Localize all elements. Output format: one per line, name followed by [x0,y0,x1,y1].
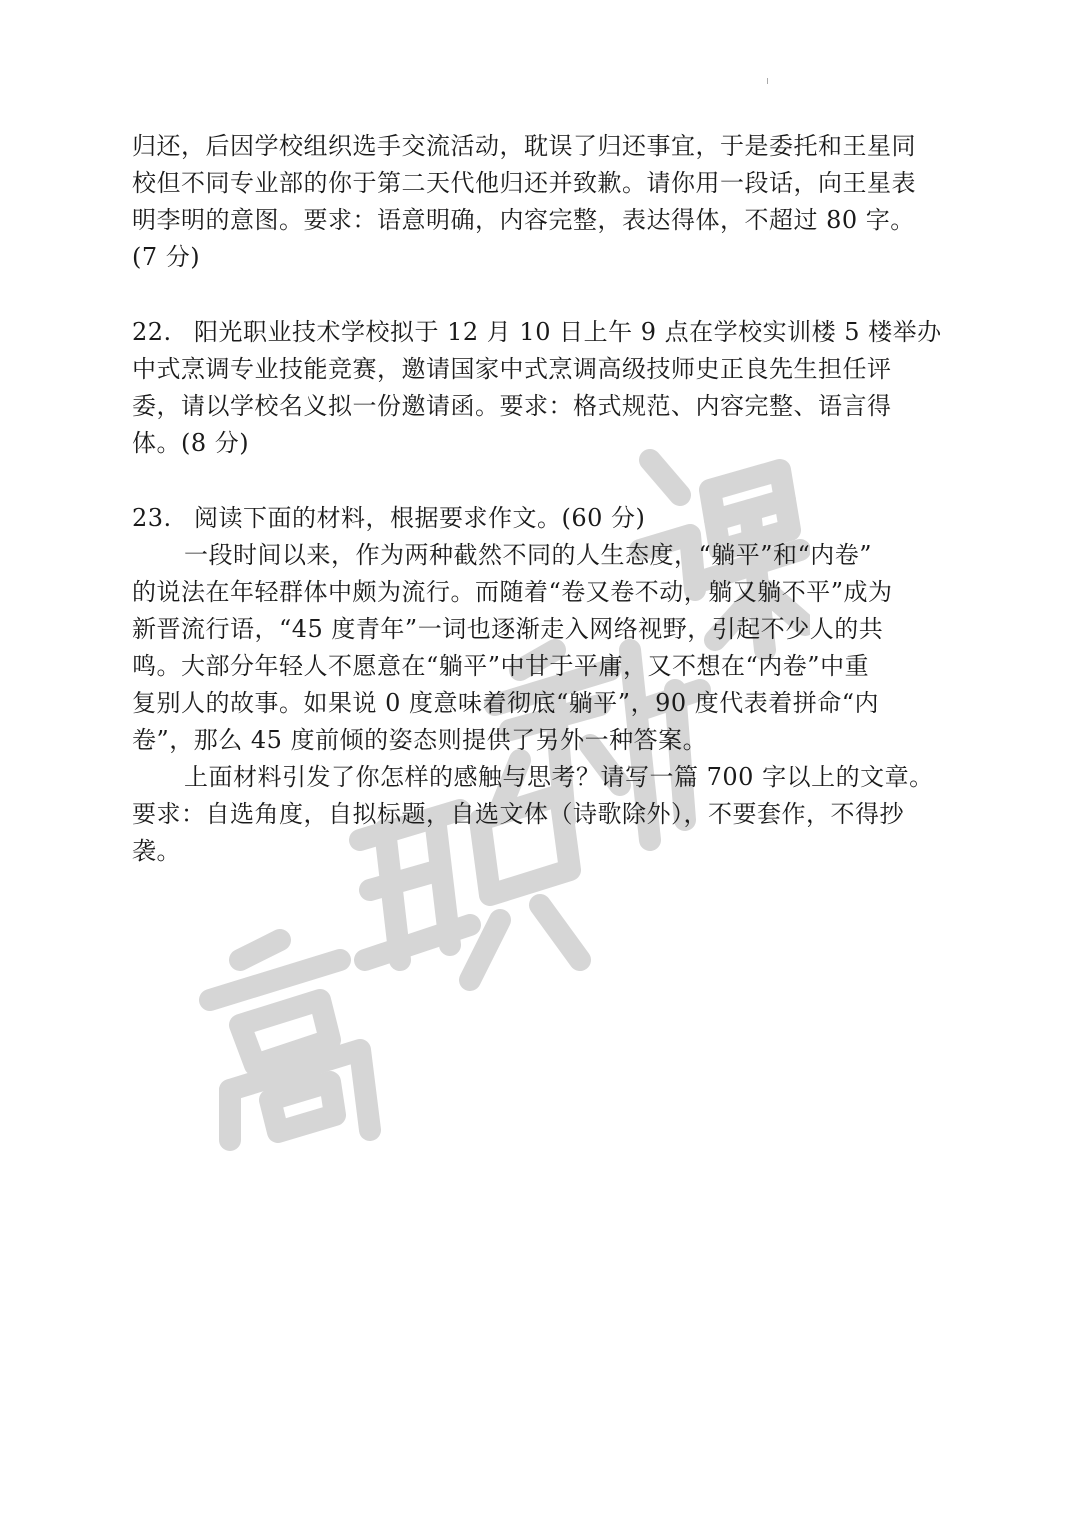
question-23 [132,500,947,870]
material-paragraph [132,537,947,759]
question-number: 23. [132,504,172,532]
question-number: 22. [132,318,172,346]
document-body [132,128,947,870]
question-text: 阳光职业技术学校拟于 12 月 10 日上午 9 点在学校实训楼 5 楼举办 [194,318,942,346]
text-line: 卷”，那么 45 度前倾的姿态则提供了另外一种答案。 [132,726,708,754]
text-line: 体。(8 分) [132,429,250,457]
text-line: 委，请以学校名义拟一份邀请函。要求：格式规范、内容完整、语言得 [132,392,892,420]
text-line: 复别人的故事。如果说 0 度意味着彻底“躺平”，90 度代表着拼命“内 [132,689,880,717]
requirement-paragraph [132,759,947,870]
text-line: 要求：自选角度，自拟标题，自选文体（诗歌除外），不要套作，不得抄 [132,800,904,828]
text-line: 新晋流行语，“45 度青年”一词也逐渐走入网络视野，引起不少人的共 [132,615,884,643]
text-line: 袭。 [132,837,181,865]
text-line: 归还，后因学校组织选手交流活动，耽误了归还事宜，于是委托和王星同 [132,132,916,160]
question-22 [132,314,947,462]
spacer [132,276,947,314]
question-21-tail [132,128,947,276]
text-line: 鸣。大部分年轻人不愿意在“躺平”中甘于平庸，又不想在“内卷”中重 [132,652,870,680]
question-23-first-line [132,500,947,537]
question-text: 阅读下面的材料，根据要求作文。(60 分) [194,504,646,532]
spacer [132,462,947,500]
text-line: 上面材料引发了你怎样的感触与思考？请写一篇 700 字以上的文章。 [184,763,934,791]
text-line: 一段时间以来，作为两种截然不同的人生态度，“躺平”和“内卷” [184,541,873,569]
question-22-first-line [132,314,947,351]
scan-mark [767,78,768,84]
text-line: (7 分) [132,243,201,271]
text-line: 校但不同专业部的你于第二天代他归还并致歉。请你用一段话，向王星表 [132,169,916,197]
text-line: 中式烹调专业技能竞赛，邀请国家中式烹调高级技师史正良先生担任评 [132,355,892,383]
text-line: 明李明的意图。要求：语意明确，内容完整，表达得体，不超过 80 字。 [132,206,915,234]
text-line: 的说法在年轻群体中颇为流行。而随着“卷又卷不动，躺又躺不平”成为 [132,578,893,606]
